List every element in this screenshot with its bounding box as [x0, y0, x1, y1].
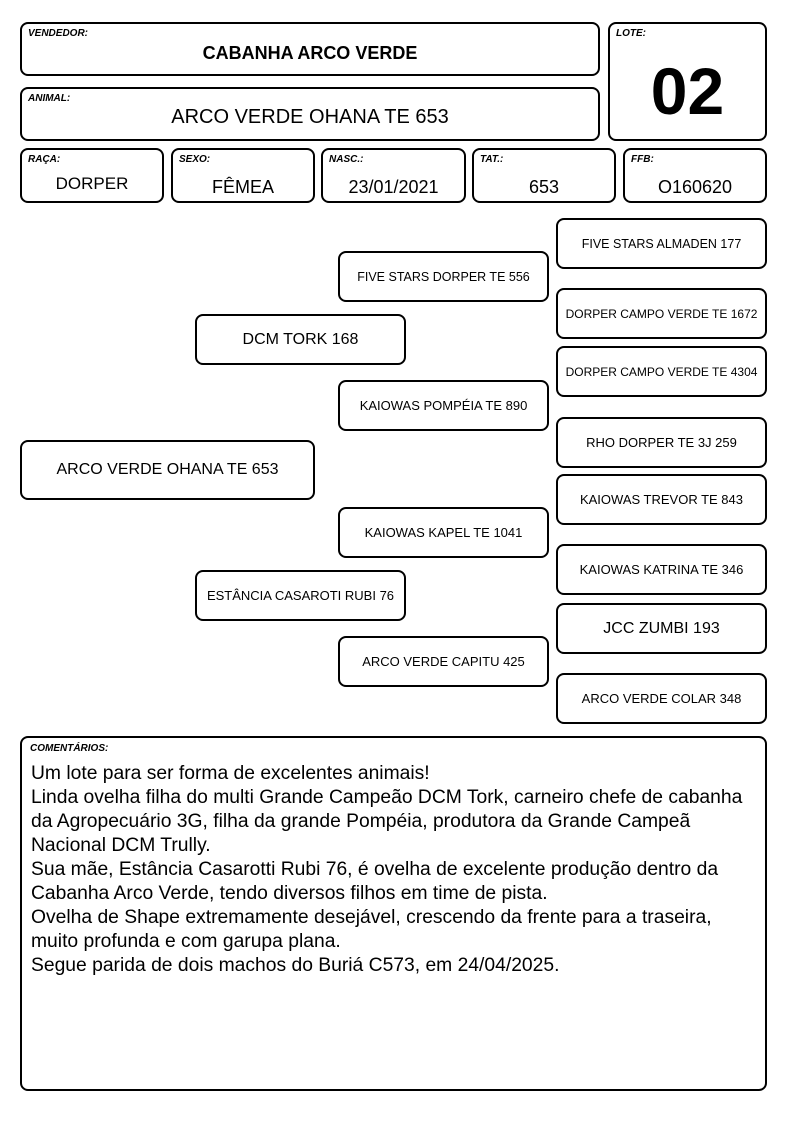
pedigree-gg-7: JCC ZUMBI 193 — [556, 603, 767, 654]
tat-box — [472, 148, 616, 203]
pedigree-gg-3: DORPER CAMPO VERDE TE 4304 — [556, 346, 767, 397]
vendedor-label: VENDEDOR: — [28, 28, 89, 39]
animal-label: ANIMAL: — [28, 93, 71, 104]
nasc-box — [321, 148, 466, 203]
pedigree-sire-dam: KAIOWAS POMPÉIA TE 890 — [338, 380, 549, 431]
lote-value: 02 — [650, 54, 725, 128]
nasc-value: 23/01/2021 — [348, 177, 439, 197]
lote-box — [608, 22, 767, 141]
pedigree-dam-dam: ARCO VERDE CAPITU 425 — [338, 636, 549, 687]
comments-box — [20, 736, 767, 1091]
comments-label: COMENTÁRIOS: — [30, 743, 109, 754]
raca-box — [20, 148, 164, 203]
ffb-box — [623, 148, 767, 203]
pedigree-sire-sire: FIVE STARS DORPER TE 556 — [338, 251, 549, 302]
vendedor-value: CABANHA ARCO VERDE — [202, 43, 418, 63]
ffb-value: O160620 — [657, 177, 733, 197]
pedigree-dam-sire: KAIOWAS KAPEL TE 1041 — [338, 507, 549, 558]
tat-label: TAT.: — [480, 154, 504, 165]
sexo-box — [171, 148, 315, 203]
pedigree-sire: DCM TORK 168 — [195, 314, 406, 365]
sexo-label: SEXO: — [179, 154, 211, 165]
comments-text: Um lote para ser forma de excelentes animais! Linda ovelha filha do multi Grande Campeão DCM Tork, carneiro chefe de cabanha da Agropecuário 3G, filha da grande Pompéia, produtora da Grande Campeã Nacional DCM Trully. Sua mãe, Estância Casarotti Rubi 76, é ovelha de excelente produção dentro da Cabanha Arco Verde, tendo diversos filhos em time de pista. Ovelha de Shape extremamente desejável, crescendo da frente para a traseira, muito profunda e com garupa plana. Segue parida de dois machos do Buriá C573, em 24/04/2025. — [31, 763, 743, 976]
pedigree-gg-8: ARCO VERDE COLAR 348 — [556, 673, 767, 724]
pedigree-gg-4: RHO DORPER TE 3J 259 — [556, 417, 767, 468]
pedigree-gg-6: KAIOWAS KATRINA TE 346 — [556, 544, 767, 595]
tat-value: 653 — [528, 177, 560, 197]
vendedor-box — [20, 22, 600, 76]
animal-value: ARCO VERDE OHANA TE 653 — [171, 106, 449, 128]
sexo-value: FÊMEA — [211, 177, 274, 197]
pedigree-gg-2: DORPER CAMPO VERDE TE 1672 — [556, 288, 767, 339]
pedigree-dam: ESTÂNCIA CASAROTI RUBI 76 — [195, 570, 406, 621]
raca-label: RAÇA: — [28, 154, 61, 165]
pedigree-gg-5: KAIOWAS TREVOR TE 843 — [556, 474, 767, 525]
lote-label: LOTE: — [616, 28, 646, 39]
raca-value: DORPER — [55, 174, 129, 193]
pedigree-animal: ARCO VERDE OHANA TE 653 — [20, 440, 315, 500]
animal-box — [20, 87, 600, 141]
pedigree-gg-1: FIVE STARS ALMADEN 177 — [556, 218, 767, 269]
nasc-label: NASC.: — [329, 154, 364, 165]
ffb-label: FFB: — [631, 154, 654, 165]
